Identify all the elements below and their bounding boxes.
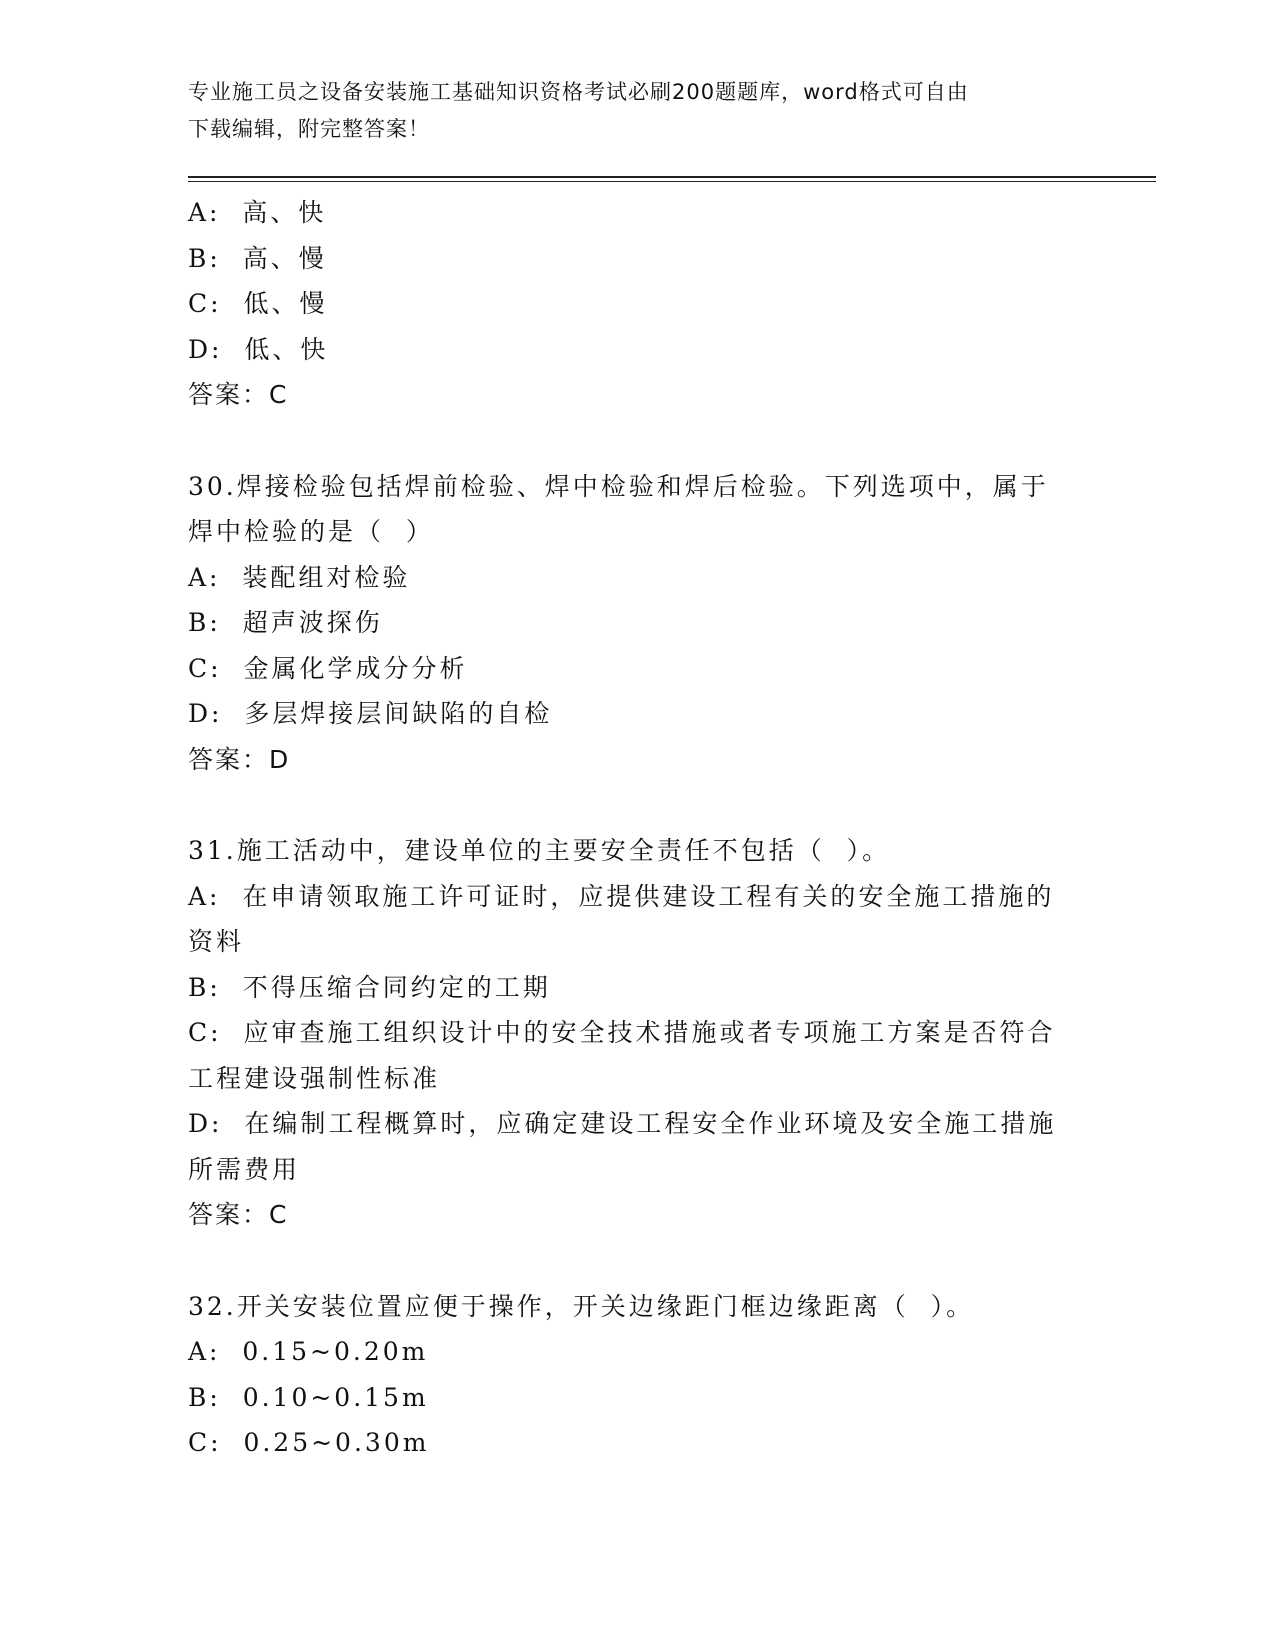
answer: 答案：C	[188, 380, 289, 409]
question-29-partial	[188, 190, 1078, 418]
header-line-2: 下载编辑，附完整答案！	[188, 117, 430, 141]
option-b: B: 高、慢	[188, 243, 327, 273]
option-c: C: 应审查施工组织设计中的安全技术措施或者专项施工方案是否符合	[188, 1018, 1056, 1047]
spacer	[188, 1238, 1078, 1284]
spacer	[188, 782, 1078, 828]
option-a: A: 在申请领取施工许可证时，应提供建设工程有关的安全施工措施的	[188, 881, 1055, 911]
option-c-continued: 工程建设强制性标准	[188, 1063, 441, 1093]
option-d: D: 在编制工程概算时，应确定建设工程安全作业环境及安全施工措施	[188, 1109, 1057, 1138]
spacer	[188, 418, 1078, 464]
question-31	[188, 828, 1078, 1238]
option-c: C: 0.25~0.30m	[188, 1428, 430, 1457]
question-stem: 31.施工活动中，建设单位的主要安全责任不包括（ ）。	[188, 836, 891, 865]
option-a: A: 0.15~0.20m	[188, 1337, 429, 1366]
document-header	[188, 74, 1078, 148]
option-c: C: 低、慢	[188, 289, 328, 318]
option-d: D: 低、快	[188, 334, 329, 364]
option-b: B: 不得压缩合同约定的工期	[188, 972, 551, 1002]
option-a-continued: 资料	[188, 927, 245, 956]
option-a: A: 装配组对检验	[188, 562, 411, 592]
header-line-1: 专业施工员之设备安装施工基础知识资格考试必刷200题题库，word格式可自由	[188, 80, 969, 104]
answer: 答案：D	[188, 744, 291, 774]
option-a: A: 高、快	[188, 198, 327, 227]
option-b: B: 超声波探伤	[188, 608, 383, 637]
option-b: B: 0.10~0.15m	[188, 1382, 429, 1412]
question-stem-continued: 焊中检验的是（ ）	[188, 517, 434, 546]
question-32	[188, 1284, 1078, 1466]
question-30	[188, 464, 1078, 783]
option-d: D: 多层焊接层间缺陷的自检	[188, 699, 553, 728]
answer: 答案：C	[188, 1200, 289, 1229]
header-divider-thin	[188, 181, 1156, 182]
question-stem: 30.焊接检验包括焊前检验、焊中检验和焊后检验。下列选项中，属于	[188, 471, 1049, 501]
question-list	[188, 190, 1078, 1466]
header-divider	[188, 176, 1156, 178]
option-d-continued: 所需费用	[188, 1154, 301, 1184]
option-c: C: 金属化学成分分析	[188, 653, 468, 683]
question-stem: 32.开关安装位置应便于操作，开关边缘距门框边缘距离（ ）。	[188, 1291, 975, 1321]
